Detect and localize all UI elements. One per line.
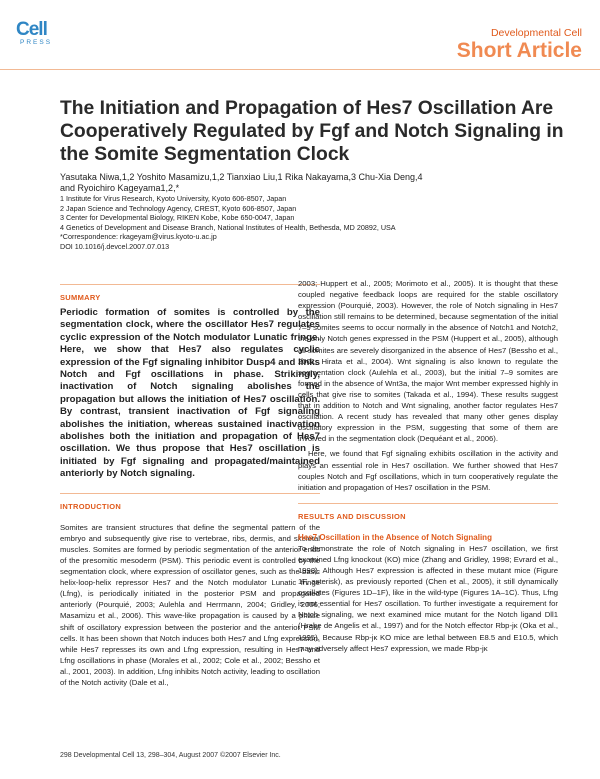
results-rule [298, 503, 558, 504]
cell-press-logo [16, 19, 53, 47]
logo-word: Cell [16, 19, 47, 40]
results-heading: RESULTS AND DISCUSSION [298, 511, 406, 521]
intro-heading: INTRODUCTION [60, 501, 122, 511]
authors-line-1: Yasutaka Niwa,1,2 Yoshito Masamizu,1,2 Tianxiao Liu,1 Rika Nakayama,3 Chu-Xia Deng,4 [60, 172, 423, 182]
intro-text: Somites are transient structures that define the segmental pattern of the embryo and subsequently give rise to vertebrae, ribs, dermis, and skeletal muscles. Somites are formed by periodic segmentation of the anterior ends of the presomitic mesoderm (PSM). This periodic event is controlled by the segmentation clock, where expression of oscillator genes, such as the basic helix-loop-helix repressor Hes7 and the Notch modulator Lunatic fringe (Lfng), is periodically initiated in the posterior PSM and propagated anteriorly (Pourquié, 2003; Aulehla and Herrmann, 2004; Gridley, 2006; Masamizu et al., 2006). This wave-like propagation is caused by a phase shift of oscillatory expression between the posterior and the anterior PSM cells. It has been shown that Notch induces both Hes7 and Lfng expression, while Hes7 represses its own and Lfng expression, resulting in Hes7 and Lfng oscillations in phase (Morales et al., 2002; Cole et al., 2002; Bessho et al., 2001, 2003). In addition, Lfng inhibits Notch activity, leading to oscillation of the Notch activity (Dale et al., [60, 522, 320, 687]
intro-rule [60, 493, 320, 494]
authors-line-2: and Ryoichiro Kageyama1,2,* [60, 183, 180, 193]
article-type: Short Article [456, 39, 582, 62]
summary-text: Periodic formation of somites is controlled by the segmentation clock, where the oscillator Hes7 regulates cyclic expression of the Notch modulator Lunatic fringe. Here, we show that Hes7 also regulates cyclic expression of the Fgf signaling inhibitor Dusp4 and links Notch and Fgf oscillations in phase. Strikingly, inactivation of Notch signaling abolishes the propagation but allows the initiation of Hes7 oscillation. By contrast, transient inactivation of Fgf signaling abolishes the initiation, whereas sustained inactivation abolishes both the initiation and propagation of Hes7 oscillation. We thus propose that Hes7 oscillation is initiated by Fgf signaling and propagated/maintained anteriorly by Notch signaling. [60, 307, 320, 480]
logo-sub: PRESS [20, 39, 53, 46]
summary-rule [60, 284, 320, 285]
author-list [60, 172, 560, 194]
doi: DOI 10.1016/j.devcel.2007.07.013 [60, 241, 170, 251]
affiliation: 1 Institute for Virus Research, Kyoto University, Kyoto 606-8507, Japan [60, 194, 287, 203]
article-title: The Initiation and Propagation of Hes7 Oscillation Are Cooperatively Regulated by Fgf and Notch Signaling in the Somite Segmentation Clock [60, 98, 564, 165]
affiliation: 2 Japan Science and Technology Agency, CREST, Kyoto 606-8507, Japan [60, 203, 297, 213]
affiliations [60, 194, 560, 251]
page-footer: 298 Developmental Cell 13, 298–304, August 2007 ©2007 Elsevier Inc. [60, 752, 281, 759]
header-divider [0, 69, 600, 70]
left-column [60, 284, 320, 688]
affiliation: 4 Genetics of Development and Disease Branch, National Institutes of Health, Bethesda, MD 20892, USA [60, 222, 396, 232]
paragraph: 2003; Huppert et al., 2005; Morimoto et al., 2005). It is thought that these coupled negative feedback loops are required for the stable oscillatory expression (Pourquié, 2003). However, the role of Notch signaling in Hes7 oscillation still remains to be determined, because segmentation of the initial 7–9 somites seems to occur normally in the absence of Notch1 and Notch2, the only Notch genes expressed in the PSM (Huppert et al., 2005), although all somites are severely disorganized in the absence of Hes7 (Bessho et al., 2001; Hirata et al., 2004). Wnt signaling is also known to regulate the segmentation clock (Aulehla et al., 2003), but the initial 7–9 somites are formed in the absence of Wnt3a, the major Wnt member expressed highly in cells that give rise to somites (Takada et al., 1994). These results suggest that in addition to Notch and Wnt signaling, another factor regulates Hes7 oscillation. A recent study has revealed that many other genes display oscillatory expression in the PSM, suggesting that some of them are involved in the segmentation clock (Dequéant et al., 2006). [298, 279, 558, 444]
summary-heading: SUMMARY [60, 293, 101, 302]
correspondence: *Correspondence: rkageyam@virus.kyoto-u.ac.jp [60, 232, 217, 241]
paragraph: Here, we found that Fgf signaling exhibits oscillation in the activity and plays an essential role in Hes7 oscillation. We further showed that Hes7 couples Notch and Fgf oscillations, which in turn cooperatively regulate the initiation and propagation of Hes7 oscillation in the PSM. [298, 449, 558, 492]
affiliation: 3 Center for Developmental Biology, RIKEN Kobe, Kobe 650-0047, Japan [60, 213, 295, 222]
paragraph: To demonstrate the role of Notch signaling in Hes7 oscillation, we first examined Lfng knockout (KO) mice (Zhang and Gridley, 1998; Evrard et al., 1998). Although Hes7 expression is affected in these mutant mice (Figure 1F, asterisk), as previously reported (Chen et al., 2005), it still dynamically oscillates (Figures 1D–1F), like in the wild-type (Figures 1A–1C). Thus, Lfng is not essential for Hes7 oscillation. To further investigate a requirement for Notch signaling, we next examined mice mutant for the Notch ligand Dll1 (Hrabe de Angelis et al., 1997) and for the Notch effector Rbp-jκ (Oka et al., 1995). Because Rbp-jκ KO mice are lethal between E8.5 and E10.5, which may adversely affect Hes7 expression, we made Rbp-jκ [298, 543, 558, 653]
subsection-heading: Hes7 Oscillation in the Absence of Notch Signaling [298, 532, 492, 542]
journal-name: Developmental Cell [490, 27, 582, 39]
right-column [298, 278, 558, 654]
